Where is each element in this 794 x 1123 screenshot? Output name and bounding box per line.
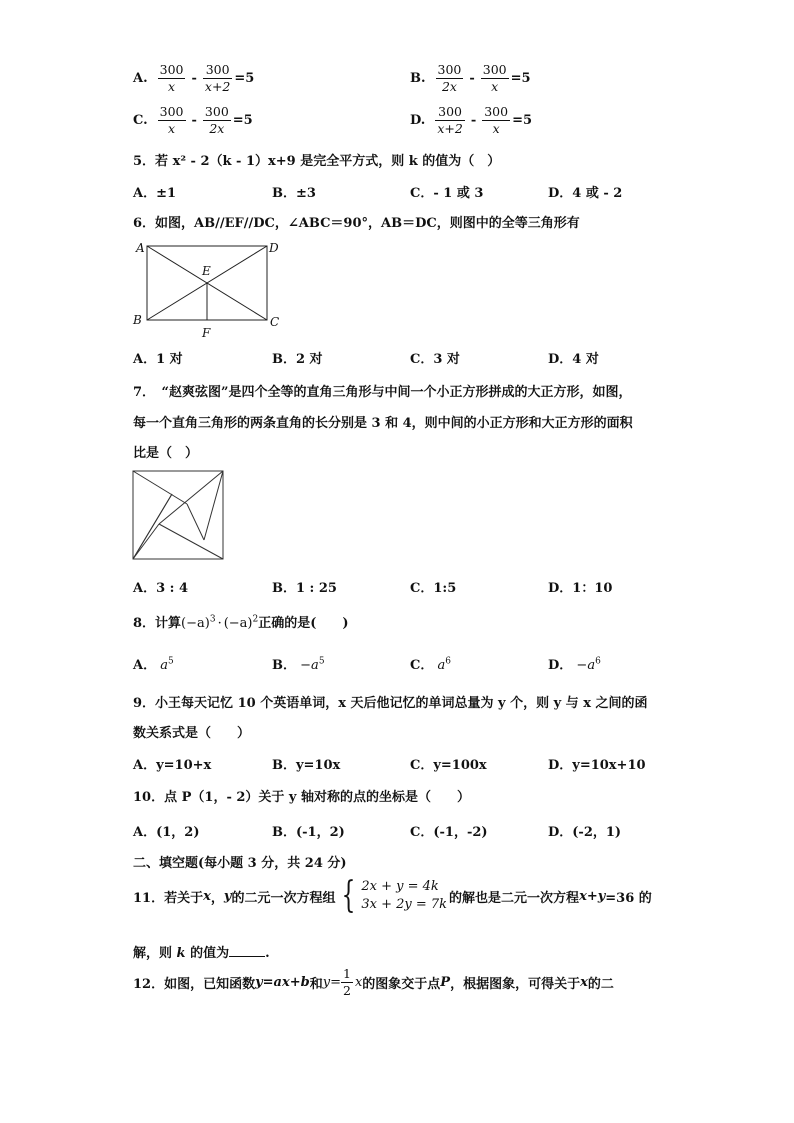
fraction: $\frac{1}{2}$ (342, 966, 351, 998)
q10-option-d: D．(-2，1) (548, 825, 622, 840)
q11-stem-line2: 解，则 k 的值为 . (133, 946, 270, 961)
q10-option-a: A．(1，2) (133, 825, 200, 840)
q8-stem: 8．计算$(-a)^3 \cdot (-a)^2$正确的是( ) (133, 614, 349, 631)
q5-option-a: A．±1 (133, 186, 177, 201)
option-label: D. (410, 113, 426, 128)
option-label: A. (133, 71, 148, 86)
q6-option-c: C．3 对 (410, 352, 460, 367)
q7-option-a: A．3 : 4 (133, 581, 189, 596)
q10-option-b: B．(-1，2) (272, 825, 345, 840)
q8-option-c: C． $a^6$ (410, 656, 451, 673)
q7-stem-line2: 每一个直角三角形的两条直角的长分别是 3 和 4，则中间的小正方形和大正方形的面积 (133, 416, 633, 431)
q6-figure (128, 236, 288, 342)
q7-option-b: B．1 : 25 (272, 581, 337, 596)
q8-option-b: B． $-a^5$ (272, 656, 325, 673)
label-d: D (269, 241, 279, 255)
q9-option-b: B．y=10x (272, 758, 341, 773)
answer-blank[interactable] (229, 956, 265, 957)
q6-option-d: D．4 对 (548, 352, 599, 367)
q10-option-c: C．(-1，-2) (410, 825, 488, 840)
triangle-edge (133, 524, 159, 559)
q7-option-d: D．1：10 (548, 581, 613, 596)
q8-option-a: A． $a^5$ (133, 656, 174, 673)
fraction: $\frac{300}{x}$ (482, 62, 507, 94)
option-label: B. (410, 71, 426, 86)
q6-option-b: B．2 对 (272, 352, 323, 367)
q12-stem: 12．如图，已知函数 y=ax+b 和 y = $\frac{1}{2}$ x 的图象交于点 P ，根据图象，可得关于 x 的二 (133, 966, 614, 998)
label-e: E (202, 264, 211, 278)
equation-system: { 2x + y = 4k 3x + 2y = 7k (342, 875, 448, 916)
q8-option-d: D． $-a^6$ (548, 656, 601, 673)
section-heading: 二、填空题(每小题 3 分，共 24 分) (133, 856, 347, 871)
q4-option-c: C. $\frac{300}{x}$ - $\frac{300}{2x}$ =5 (133, 104, 253, 136)
fraction: $\frac{300}{2x}$ (204, 104, 229, 136)
q4-option-a: A. $\frac{300}{x}$ - $\frac{300}{x+2}$ =5 (133, 62, 255, 94)
fraction: $\frac{300}{x+2}$ (437, 104, 463, 136)
q5-option-b: B．±3 (272, 186, 316, 201)
fraction: $\frac{300}{x}$ (159, 62, 184, 94)
q6-stem: 6．如图，AB//EF//DC，∠ABC＝90°，AB＝DC，则图中的全等三角形有 (133, 216, 580, 231)
q5-option-c: C．- 1 或 3 (410, 186, 484, 201)
triangle-edge (204, 471, 223, 540)
q7-stem-line1: 7． “赵爽弦图”是四个全等的直角三角形与中间一个小正方形拼成的大正方形，如图， (133, 385, 632, 400)
triangle-edge (133, 471, 187, 504)
q10-stem: 10．点 P（1，- 2）关于 y 轴对称的点的坐标是（ ） (133, 790, 471, 805)
q4-option-b: B. $\frac{300}{2x}$ - $\frac{300}{x}$ =5 (410, 62, 531, 94)
big-square (133, 471, 223, 559)
q4-option-d: D. $\frac{300}{x+2}$ - $\frac{300}{x}$ =5 (410, 104, 533, 136)
fraction: $\frac{300}{x+2}$ (204, 62, 231, 94)
fraction: $\frac{300}{x}$ (484, 104, 509, 136)
label-a: A (136, 241, 145, 255)
q5-stem: 5．若 x² - 2（k - 1）x+9 是完全平方式，则 k 的值为（ ） (133, 154, 501, 169)
fraction: $\frac{300}{2x}$ (437, 62, 462, 94)
q6-option-a: A．1 对 (133, 352, 183, 367)
label-f: F (202, 326, 211, 340)
q7-zhao-shuang-figure (132, 470, 226, 562)
q7-option-c: C．1:5 (410, 581, 457, 596)
option-label: C. (133, 113, 148, 128)
triangle-edge (187, 504, 204, 540)
q9-option-d: D．y=10x+10 (548, 758, 646, 773)
q11-stem: 11．若关于 x ， y 的二元一次方程组 { 2x + y = 4k 3x + 2y = 7k 的解也是二元一次方程 x+y =36 的 (133, 875, 652, 916)
label-b: B (133, 313, 142, 327)
q9-stem-line2: 数关系式是（ ） (133, 726, 251, 741)
q9-option-a: A．y=10+x (133, 758, 212, 773)
q9-stem-line1: 9．小王每天记忆 10 个英语单词，x 天后他记忆的单词总量为 y 个，则 y 与 x 之间的函 (133, 696, 648, 711)
q9-option-c: C．y=100x (410, 758, 487, 773)
fraction: $\frac{300}{x}$ (159, 104, 184, 136)
q7-stem-line3: 比是（ ） (133, 446, 199, 461)
triangle-edge (159, 524, 223, 559)
q5-option-d: D．4 或 - 2 (548, 186, 623, 201)
triangle-edge (159, 471, 223, 524)
triangle-edge (133, 494, 172, 559)
label-c: C (270, 315, 280, 329)
